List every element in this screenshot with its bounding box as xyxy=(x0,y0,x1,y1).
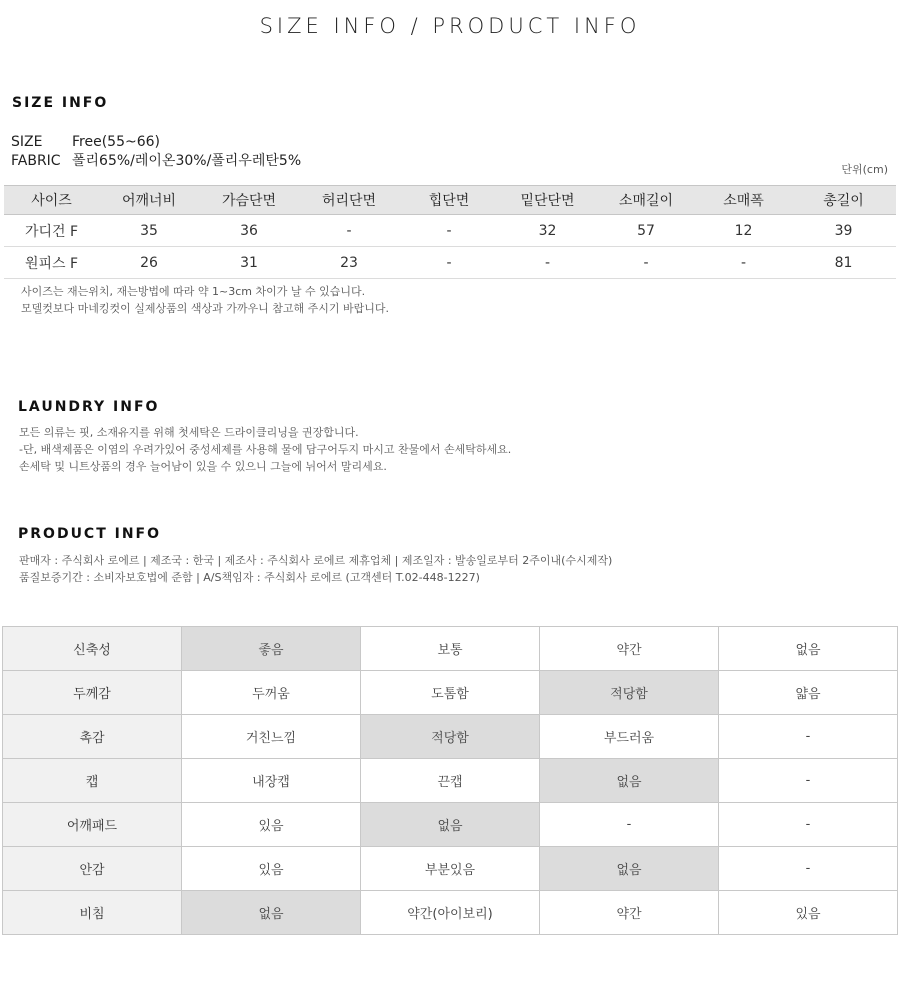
attribute-option: 없음 xyxy=(182,891,361,935)
size-value: Free(55~66) xyxy=(72,134,160,150)
attribute-option: 없음 xyxy=(719,627,898,671)
table-cell: 36 xyxy=(199,215,299,247)
fabric-value: 폴리65%/레이온30%/폴리우레탄5% xyxy=(72,153,302,169)
table-cell: - xyxy=(596,247,696,279)
attribute-option: 거친느낌 xyxy=(182,715,361,759)
table-cell: 31 xyxy=(199,247,299,279)
attribute-name: 캡 xyxy=(3,759,182,803)
table-cell: 12 xyxy=(696,215,791,247)
attribute-option: 약간 xyxy=(540,627,719,671)
note-line: 모든 의류는 핏, 소재유지를 위해 첫세탁은 드라이클리닝을 권장합니다. xyxy=(19,426,359,439)
table-row xyxy=(4,215,896,247)
attribute-option: 두꺼움 xyxy=(182,671,361,715)
size-table xyxy=(4,185,896,279)
attribute-option: 있음 xyxy=(719,891,898,935)
size-table-header-row xyxy=(4,186,896,215)
attribute-row xyxy=(3,671,898,715)
attribute-row xyxy=(3,627,898,671)
attribute-option: 끈캡 xyxy=(361,759,540,803)
table-cell: 35 xyxy=(99,215,199,247)
note-line: 손세탁 및 니트상품의 경우 늘어남이 있을 수 있으니 그늘에 뉘어서 말리세요. xyxy=(19,460,387,473)
header-sleeve-width: 소매폭 xyxy=(696,186,791,215)
attribute-option: - xyxy=(719,847,898,891)
note-line: -단, 배색제품은 이염의 우려가있어 중성세제를 사용해 물에 담구어두지 마시고 찬물에서 손세탁하세요. xyxy=(19,443,512,456)
attribute-option: 내장캡 xyxy=(182,759,361,803)
laundry-info-heading: LAUNDRY INFO xyxy=(18,399,160,415)
header-total-length: 총길이 xyxy=(791,186,896,215)
attribute-name: 어깨패드 xyxy=(3,803,182,847)
size-label: SIZE xyxy=(11,134,43,150)
product-info-heading: PRODUCT INFO xyxy=(18,526,162,542)
table-cell: 81 xyxy=(791,247,896,279)
header-sleeve-length: 소매길이 xyxy=(596,186,696,215)
size-notes xyxy=(21,283,389,317)
attribute-row xyxy=(3,759,898,803)
attribute-option: 약간(아이보리) xyxy=(361,891,540,935)
table-cell: 가디건 F xyxy=(4,215,99,247)
attribute-option: 없음 xyxy=(361,803,540,847)
attribute-option: - xyxy=(540,803,719,847)
fabric-spec xyxy=(11,150,301,170)
attribute-name: 촉감 xyxy=(3,715,182,759)
attribute-option: - xyxy=(719,803,898,847)
table-row xyxy=(4,247,896,279)
page-title: SIZE INFO / PRODUCT INFO xyxy=(259,14,641,38)
attribute-option: 적당함 xyxy=(540,671,719,715)
attribute-row xyxy=(3,847,898,891)
attribute-option: 보통 xyxy=(361,627,540,671)
attribute-name: 안감 xyxy=(3,847,182,891)
attribute-name: 신축성 xyxy=(3,627,182,671)
header-size: 사이즈 xyxy=(4,186,99,215)
note-line: 판매자 : 주식회사 로에르 | 제조국 : 한국 | 제조사 : 주식회사 로에르 제휴업체 | 제조일자 : 발송일로부터 2주이내(수시제작) xyxy=(19,554,613,567)
header-hip: 힙단면 xyxy=(399,186,499,215)
note-line: 모델컷보다 마네킹컷이 실제상품의 색상과 가까우니 참고해 주시기 바랍니다. xyxy=(21,302,390,315)
attribute-row xyxy=(3,715,898,759)
attribute-option: - xyxy=(719,759,898,803)
unit-label: 단위(cm) xyxy=(841,163,888,176)
attribute-name: 두께감 xyxy=(3,671,182,715)
attribute-option: 얇음 xyxy=(719,671,898,715)
attribute-option: 좋음 xyxy=(182,627,361,671)
attribute-option: 적당함 xyxy=(361,715,540,759)
attribute-option: 부드러움 xyxy=(540,715,719,759)
attribute-table xyxy=(2,626,898,935)
attribute-option: 도톰함 xyxy=(361,671,540,715)
header-waist: 허리단면 xyxy=(299,186,399,215)
table-cell: 23 xyxy=(299,247,399,279)
table-cell: 57 xyxy=(596,215,696,247)
table-cell: 26 xyxy=(99,247,199,279)
attribute-option: - xyxy=(719,715,898,759)
laundry-notes xyxy=(19,424,511,475)
table-cell: - xyxy=(696,247,791,279)
attribute-option: 있음 xyxy=(182,803,361,847)
attribute-name: 비침 xyxy=(3,891,182,935)
header-shoulder: 어깨너비 xyxy=(99,186,199,215)
attribute-option: 없음 xyxy=(540,847,719,891)
table-cell: - xyxy=(499,247,596,279)
table-cell: 39 xyxy=(791,215,896,247)
attribute-option: 약간 xyxy=(540,891,719,935)
attribute-option: 부분있음 xyxy=(361,847,540,891)
product-notes xyxy=(19,552,612,586)
header-chest: 가슴단면 xyxy=(199,186,299,215)
table-cell: 32 xyxy=(499,215,596,247)
table-cell: - xyxy=(399,247,499,279)
note-line: 품질보증기간 : 소비자보호법에 준함 | A/S책임자 : 주식회사 로에르 (고객센터 T.02-448-1227) xyxy=(19,571,480,584)
attribute-option: 없음 xyxy=(540,759,719,803)
table-cell: - xyxy=(399,215,499,247)
header-hem: 밑단단면 xyxy=(499,186,596,215)
attribute-row xyxy=(3,891,898,935)
size-spec xyxy=(11,134,160,150)
attribute-option: 있음 xyxy=(182,847,361,891)
note-line: 사이즈는 재는위치, 재는방법에 따라 약 1~3cm 차이가 날 수 있습니다. xyxy=(21,285,366,298)
fabric-label: FABRIC xyxy=(11,153,61,169)
table-cell: - xyxy=(299,215,399,247)
attribute-row xyxy=(3,803,898,847)
size-info-heading: SIZE INFO xyxy=(12,95,109,111)
table-cell: 원피스 F xyxy=(4,247,99,279)
